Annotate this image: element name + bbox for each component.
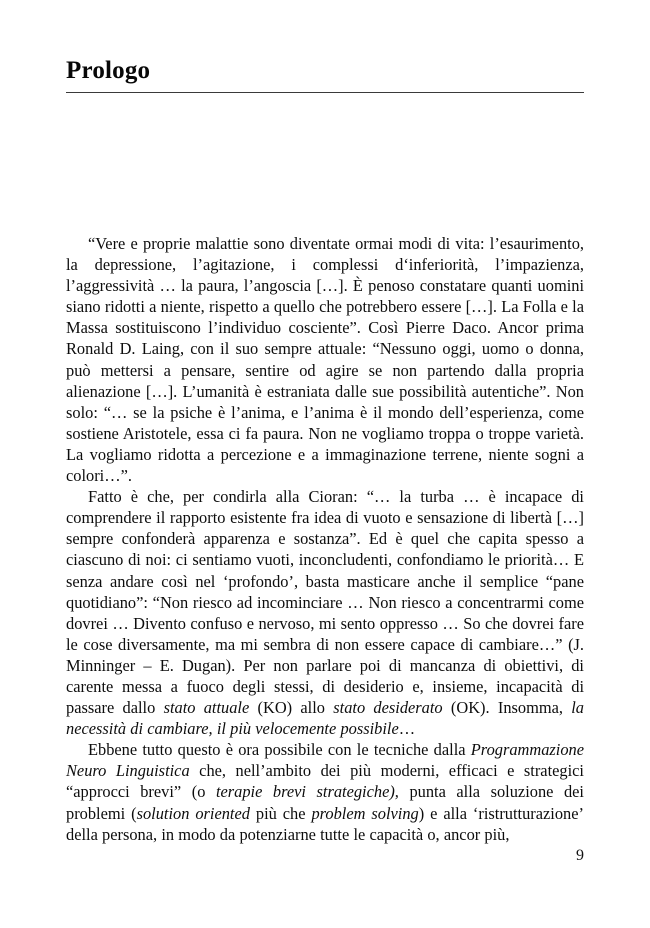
chapter-header — [66, 58, 584, 93]
paragraph-2-text-a: Fatto è che, per condirla alla Cioran: “… la turba … è incapace di comprendere il rapporto esistente fra idea di vuoto e sensazione di libertà […] sempre confonderà apparenza e sostanza”. Ed è quel che capita spesso a ciascuno di noi: ci sentiamo vuoti, inconcludenti, confondiamo le priorità… E senza andare così nel ‘profondo’, basta masticare anche il semplice “pane quotidiano”: “Non riesco ad incominciare … Non riesco a concentrarmi come dovrei … Divento confuso e nervoso, mi sento oppresso … So che dovrei fare le cose diversamente, ma mi sembra di non essere capace di cambiare…” (J. Minninger – E. Dugan). Per non parlare poi di mancanza di obiettivi, di carente messa a fuoco degli stessi, di desiderio e, insieme, incapacità di passare dallo — [66, 487, 584, 718]
paragraph-3-text-e: ) e alla ‘ristrutturazione’ della persona, in modo da potenziarne tutte le capacità o, ancor più, — [66, 803, 584, 844]
paragraph-3-text-d: più che — [249, 803, 312, 823]
body-text — [66, 233, 584, 845]
paragraph-2-emphasis-necessita-cambiare: la necessità di cambiare, il più velocemente possibile — [66, 698, 584, 739]
paragraph-2 — [66, 486, 584, 739]
paragraph-3-emphasis-problem-solving: problem solving — [311, 803, 419, 823]
paragraph-1-text: “Vere e proprie malattie sono diventate ormai modi di vita: l’esaurimento, la depressione, l’agitazione, i complessi d‘inferiorità, l’impazienza, l’aggressività … la paura, l’angoscia […]. È penoso constatare quanti uomini siano ridotti a niente, rispetto a quello che potrebbero essere […]. La Folla e la Massa sostituiscono l’individuo cosciente”. Così Pierre Daco. Ancor prima Ronald D. Laing, con il suo sempre attuale: “Nessuno oggi, uomo o donna, può mettersi a pensare, sentire od agire se non partendo dalla propria alienazione […]. L’umanità è estraniata dalle sue possibilità autentiche”. Non solo: “… se la psiche è l’anima, e l’anima è il mondo dell’esperienza, come sostiene Aristotele, essa ci fa paura. Non ne vogliamo troppa o troppe varietà. La vogliamo ridotta a percezione e a immaginazione terrene, niente sogni a colori…”. — [66, 234, 584, 486]
paragraph-2-text-b: (KO) allo — [249, 698, 334, 718]
paragraph-2-emphasis-stato-attuale: stato attuale — [163, 698, 250, 718]
paragraph-3-text-b: che, nell’ambito dei più moderni, efficaci e strategici “approcci brevi” (o — [66, 761, 584, 802]
page-title: Prologo — [66, 57, 151, 84]
paragraph-3 — [66, 739, 584, 844]
paragraph-3-emphasis-terapie-brevi: terapie brevi strategiche), — [215, 782, 399, 802]
title-divider — [66, 92, 584, 93]
paragraph-3-emphasis-pnl: Programmazione Neuro Linguistica — [66, 740, 584, 781]
paragraph-3-text-c: punta alla soluzione dei problemi ( — [66, 782, 584, 823]
paragraph-2-emphasis-stato-desiderato: stato desiderato — [333, 698, 443, 718]
paragraph-2-text-d: … — [398, 719, 416, 739]
paragraph-3-emphasis-solution-oriented: solution oriented — [136, 803, 250, 823]
page-number: 9 — [576, 847, 584, 864]
paragraph-3-text-a: Ebbene tutto questo è ora possibile con le tecniche dalla — [88, 740, 471, 760]
paragraph-2-text-c: (OK). Insomma, — [442, 698, 572, 718]
paragraph-1 — [66, 233, 584, 486]
